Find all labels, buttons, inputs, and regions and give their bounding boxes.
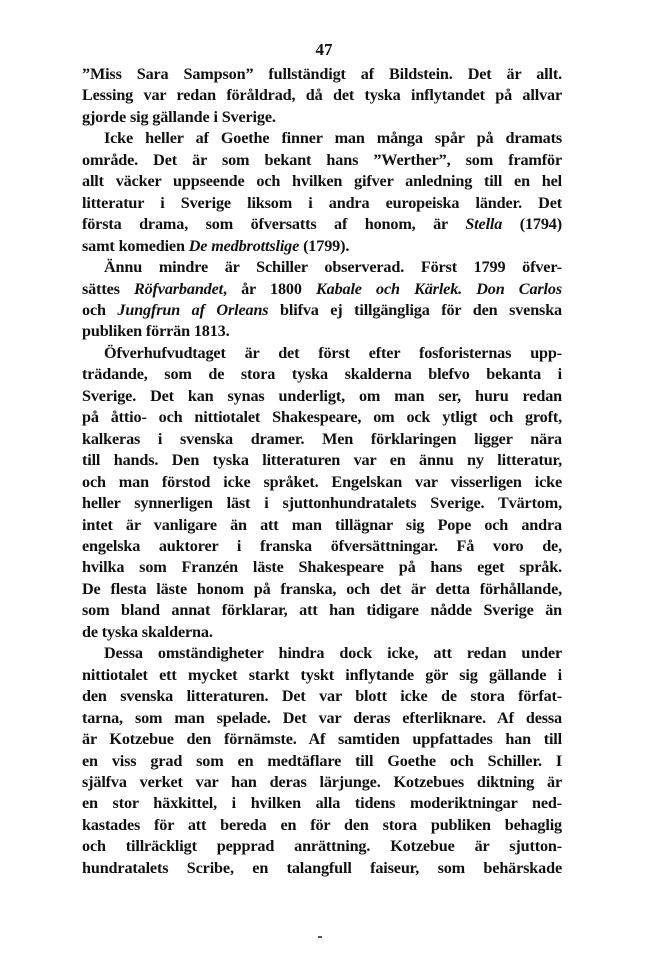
text-line <box>82 64 562 85</box>
italic-title: De medbrottslige <box>188 236 300 255</box>
text-line <box>82 600 562 621</box>
text-line <box>82 300 562 321</box>
text-segment: och man förstod icke språket. Engelskan var visserligen icke <box>82 472 562 491</box>
italic-title: Stella <box>465 215 503 234</box>
text-segment: (1799). <box>299 236 350 255</box>
italic-title: Kabale och Kärlek. Don Carlos <box>315 279 562 298</box>
text-segment: De flesta läste honom på franska, och det är detta förhållande, <box>82 579 562 598</box>
text-line <box>82 686 562 707</box>
text-line <box>82 858 562 879</box>
text-line <box>82 107 562 128</box>
text-line <box>82 279 562 300</box>
text-segment: och tillräckligt pepprad anrättning. Kotzebue är sjutton- <box>82 837 562 856</box>
text-line <box>82 557 562 578</box>
text-line <box>82 772 562 793</box>
text-segment: en stor häxkittel, i hvilken alla tidens moderiktningar ned- <box>82 794 562 813</box>
text-segment: Icke heller af Goethe finner man många spår på dramats <box>104 129 562 148</box>
text-line <box>82 836 562 857</box>
text-segment: , år 1800 <box>223 279 316 298</box>
body-text <box>82 64 562 879</box>
text-segment: nittiotalet ett mycket starkt tyskt inflytande gör sig gällande i <box>82 665 562 684</box>
text-segment: intet är vanligare än att man tillägnar sig Pope och andra <box>82 515 562 534</box>
text-segment: blifva ej tillgängliga för den svenska <box>268 300 562 319</box>
text-segment: hvilka som Franzén läste Shakespeare på hans eget språk. <box>82 558 562 577</box>
text-segment: på åttio- och nittiotalet Shakespeare, om ock ytligt och groft, <box>82 408 562 427</box>
text-line <box>82 236 562 257</box>
text-line <box>82 150 562 171</box>
text-segment: en viss grad som en medtäflare till Goethe och Schiller. I <box>82 751 562 770</box>
text-segment: som bland annat förklarar, att han tidigare nådde Sverige än <box>82 601 562 620</box>
text-segment: engelska auktorer i franska öfversättningar. Få voro de, <box>82 536 562 555</box>
text-line <box>82 128 562 149</box>
text-segment: hundratalets Scribe, en talangfull faiseur, som behärskade <box>82 858 562 877</box>
text-segment: Öfverhufvudtaget är det först efter fosforisternas upp- <box>104 343 562 362</box>
text-segment: kastades för att bereda en för den stora publiken behaglig <box>82 815 562 834</box>
text-line <box>82 643 562 664</box>
text-line <box>82 407 562 428</box>
text-segment: tarna, som man spelade. Det var deras efterliknare. Af dessa <box>82 708 562 727</box>
page-number: 47 <box>315 40 333 59</box>
text-line <box>82 751 562 772</box>
text-segment: trädande, som de stora tyska skalderna blefvo bekanta i <box>82 365 562 384</box>
text-line <box>82 493 562 514</box>
text-segment: litteratur i Sverige liksom i andra europeiska länder. Det <box>82 193 562 212</box>
text-line <box>82 214 562 235</box>
text-line <box>82 429 562 450</box>
text-line <box>82 364 562 385</box>
text-segment: är Kotzebue den förnämste. Af samtiden uppfattades han till <box>82 730 562 749</box>
text-line <box>82 171 562 192</box>
printer-mark <box>318 936 322 938</box>
text-segment: område. Det är som bekant hans ”Werther”, som framför <box>82 150 562 169</box>
text-segment: själfva verket var han deras lärjunge. Kotzebues diktning är <box>82 772 562 791</box>
text-line <box>82 536 562 557</box>
text-segment: den svenska litteraturen. Det var blott icke de stora förfat- <box>82 687 562 706</box>
text-line <box>82 579 562 600</box>
text-segment: Lessing var redan föråldrad, då det tyska inflytandet på allvar <box>82 86 562 105</box>
text-segment: allt väcker uppseende och hvilken gifver anledning till en hel <box>82 172 562 191</box>
text-line <box>82 472 562 493</box>
text-line <box>82 515 562 536</box>
text-line <box>82 85 562 106</box>
text-line <box>82 386 562 407</box>
text-line <box>82 793 562 814</box>
text-segment: ”Miss Sara Sampson” fullständigt af Bildstein. Det är allt. <box>82 65 562 83</box>
text-segment: till hands. Den tyska litteraturen var en ännu ny litteratur, <box>82 451 562 470</box>
text-line <box>82 665 562 686</box>
text-line <box>82 450 562 471</box>
text-line <box>82 193 562 214</box>
text-segment: Sverige. Det kan synas underligt, om man ser, huru redan <box>82 386 562 405</box>
text-line <box>82 815 562 836</box>
text-segment: samt komedien <box>82 236 189 255</box>
text-segment: kalkeras i svenska dramer. Men förklaringen ligger nära <box>82 429 562 448</box>
text-line <box>82 257 562 278</box>
text-segment: (1794) <box>502 215 562 234</box>
text-segment: de tyska skalderna. <box>82 622 213 641</box>
text-segment: första drama, som öfversatts af honom, är <box>82 215 466 234</box>
text-segment: sättes <box>82 279 134 298</box>
text-line <box>82 321 562 342</box>
text-segment: och <box>82 300 118 319</box>
text-segment: Ännu mindre är Schiller observerad. Först 1799 öfver- <box>104 258 562 277</box>
text-segment: publiken förrän 1813. <box>82 322 230 341</box>
text-line <box>82 622 562 643</box>
text-segment: gjorde sig gällande i Sverige. <box>82 107 276 126</box>
text-segment: heller synnerligen läst i sjuttonhundratalets Sverige. Tvärtom, <box>82 494 562 513</box>
text-segment: Dessa omständigheter hindra dock icke, att redan under <box>104 644 562 663</box>
italic-title: Jungfrun af Orleans <box>117 300 269 319</box>
text-line <box>82 729 562 750</box>
text-line <box>82 708 562 729</box>
italic-title: Röfvarbandet <box>133 279 223 298</box>
text-line <box>82 343 562 364</box>
